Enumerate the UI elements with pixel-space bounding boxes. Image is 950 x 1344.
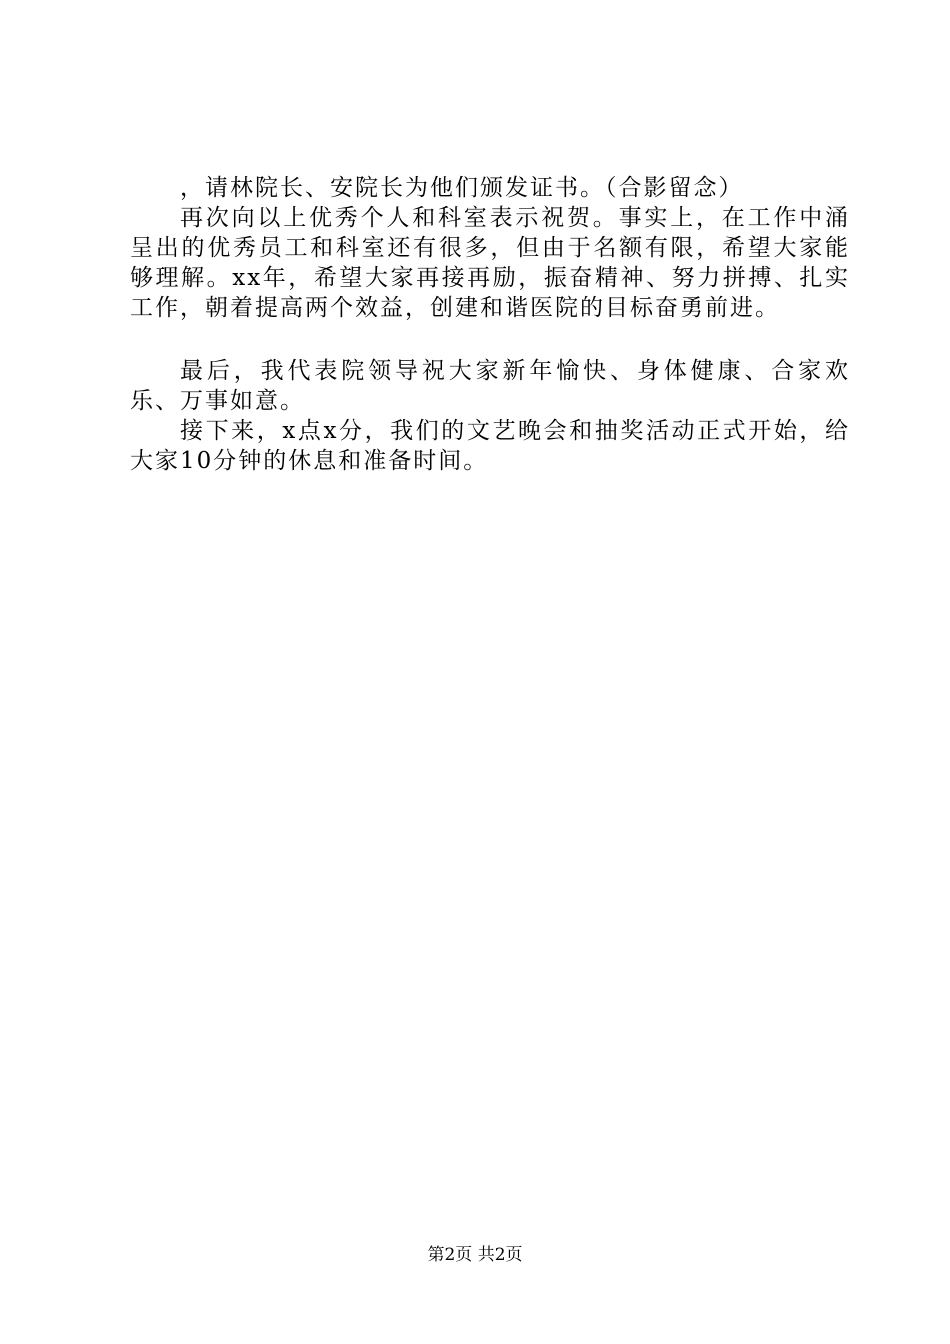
paragraph-next-event: 接下来，x点x分，我们的文艺晚会和抽奖活动正式开始，给大家10分钟的休息和准备时间。 xyxy=(130,418,850,474)
page-number-footer: 第2页 共2页 xyxy=(427,1245,523,1265)
document-body xyxy=(130,173,850,476)
paragraph-certificate: ，请林院长、安院长为他们颁发证书。（合影留念） xyxy=(180,175,744,201)
paragraph-new-year-wishes: 最后，我代表院领导祝大家新年愉快、身体健康、合家欢乐、万事如意。 xyxy=(130,358,850,414)
paragraph-congratulations: 再次向以上优秀个人和科室表示祝贺。事实上，在工作中涌呈出的优秀员工和科室还有很多，但由于名额有限，希望大家能够理解。xx年，希望大家再接再励，振奋精神、努力拼搏、扎实工作，朝着提高两个效益，创建和谐医院的目标奋勇前进。 xyxy=(130,205,850,321)
paragraph-spacer xyxy=(130,323,850,356)
